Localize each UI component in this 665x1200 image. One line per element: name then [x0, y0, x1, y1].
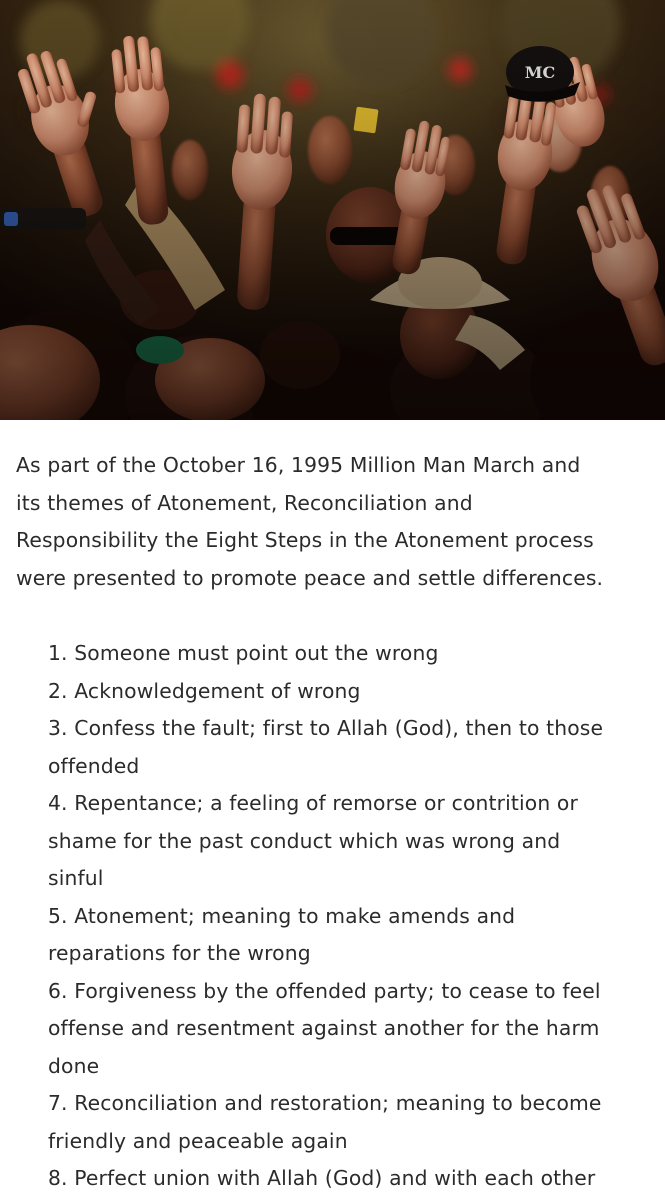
step-number: 1. — [48, 641, 68, 665]
step-text: done — [48, 1053, 100, 1078]
atonement-steps-list — [48, 635, 658, 1198]
step-text: offense and resentment against another for the harm — [48, 1016, 600, 1040]
intro-line: its themes of Atonement, Reconciliation and — [16, 490, 473, 515]
list-item — [48, 973, 658, 1086]
list-item — [48, 785, 658, 898]
crowd-photo-illustration — [0, 0, 665, 420]
step-text: Someone must point out the wrong — [74, 641, 439, 665]
list-item — [48, 898, 658, 973]
step-number: 6. — [48, 978, 68, 1003]
crowd-photo — [0, 0, 665, 420]
step-number: 5. — [48, 903, 68, 928]
intro-line: Responsibility the Eight Steps in the Atonement process — [16, 528, 594, 552]
list-item — [48, 635, 658, 673]
article-body — [16, 447, 656, 1190]
step-text: shame for the past conduct which was wrong and — [48, 828, 561, 853]
step-text: offended — [48, 753, 140, 778]
step-text: reparations for the wrong — [48, 941, 311, 965]
list-item — [48, 710, 658, 785]
intro-line: were presented to promote peace and settle differences. — [16, 565, 604, 590]
step-number: 8. — [48, 1166, 68, 1190]
step-text: Atonement; meaning to make amends and — [74, 903, 516, 928]
list-item — [48, 673, 658, 711]
step-text: Reconciliation and restoration; meaning to become — [74, 1091, 602, 1115]
step-text: Forgiveness by the offended party; to cease to feel — [74, 978, 601, 1003]
step-text: sinful — [48, 866, 104, 890]
step-text: Confess the fault; first to Allah (God), then to those — [74, 716, 604, 740]
step-text: Perfect union with Allah (God) and with each other — [74, 1166, 596, 1190]
intro-paragraph — [16, 447, 656, 597]
step-number: 7. — [48, 1091, 68, 1115]
intro-line: As part of the October 16, 1995 Million Man March and — [16, 453, 581, 477]
step-text: Acknowledgement of wrong — [74, 678, 361, 703]
step-text: friendly and peaceable again — [48, 1128, 348, 1153]
step-number: 3. — [48, 716, 68, 740]
list-item — [48, 1160, 658, 1198]
step-number: 4. — [48, 791, 68, 815]
step-number: 2. — [48, 678, 68, 703]
list-item — [48, 1085, 658, 1160]
step-text: Repentance; a feeling of remorse or contrition or — [74, 791, 578, 815]
